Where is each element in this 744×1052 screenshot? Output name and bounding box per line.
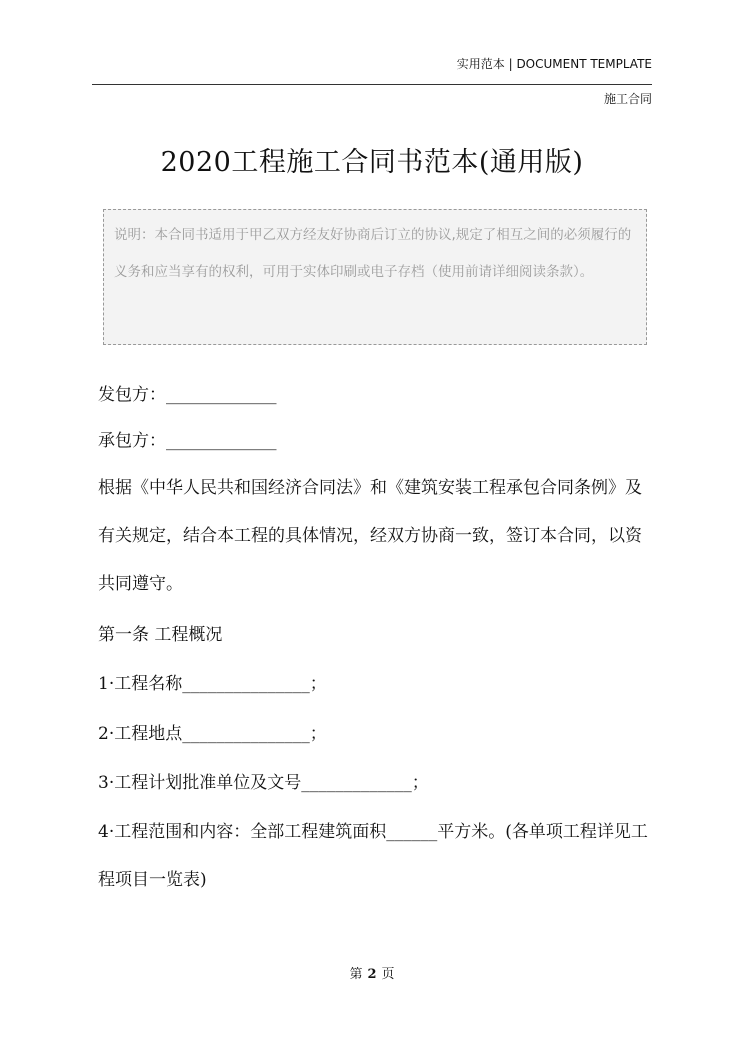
clause-project-location: 2·工程地点_______________； bbox=[98, 724, 327, 744]
document-title: 2020工程施工合同书范本(通用版) bbox=[160, 147, 584, 178]
note-box bbox=[103, 209, 647, 345]
header-divider bbox=[92, 84, 652, 85]
clause-approval-unit: 3·工程计划批准单位及文号_____________； bbox=[98, 773, 429, 793]
clause-project-name: 1·工程名称_______________； bbox=[98, 674, 327, 694]
header-template-label: 实用范本 | DOCUMENT TEMPLATE bbox=[456, 57, 652, 71]
article-heading: 第一条 工程概况 bbox=[98, 625, 223, 645]
footer-prefix: 第 bbox=[349, 967, 363, 982]
footer-suffix: 页 bbox=[381, 967, 395, 982]
basis-paragraph: 根据《中华人民共和国经济合同法》和《建筑安装工程承包合同条例》及有关规定，结合本工程的具体情况，经双方协商一致，签订本合同，以资共同遵守。 bbox=[98, 478, 642, 594]
contractor-line: 承包方：_____________ bbox=[98, 431, 277, 451]
clause-project-scope: 4·工程范围和内容：全部工程建筑面积______平方米。(各单项工程详见工程项目一览表) bbox=[98, 822, 648, 890]
page-number: 2 bbox=[367, 967, 377, 982]
note-text: 说明：本合同书适用于甲乙双方经友好协商后订立的协议,规定了相互之间的必须履行的义务和应当享有的权利，可用于实体印刷或电子存档（使用前请详细阅读条款）。 bbox=[114, 227, 632, 280]
page-footer bbox=[0, 963, 744, 982]
employer-line: 发包方：_____________ bbox=[98, 385, 277, 405]
header-category-label: 施工合同 bbox=[603, 92, 652, 106]
